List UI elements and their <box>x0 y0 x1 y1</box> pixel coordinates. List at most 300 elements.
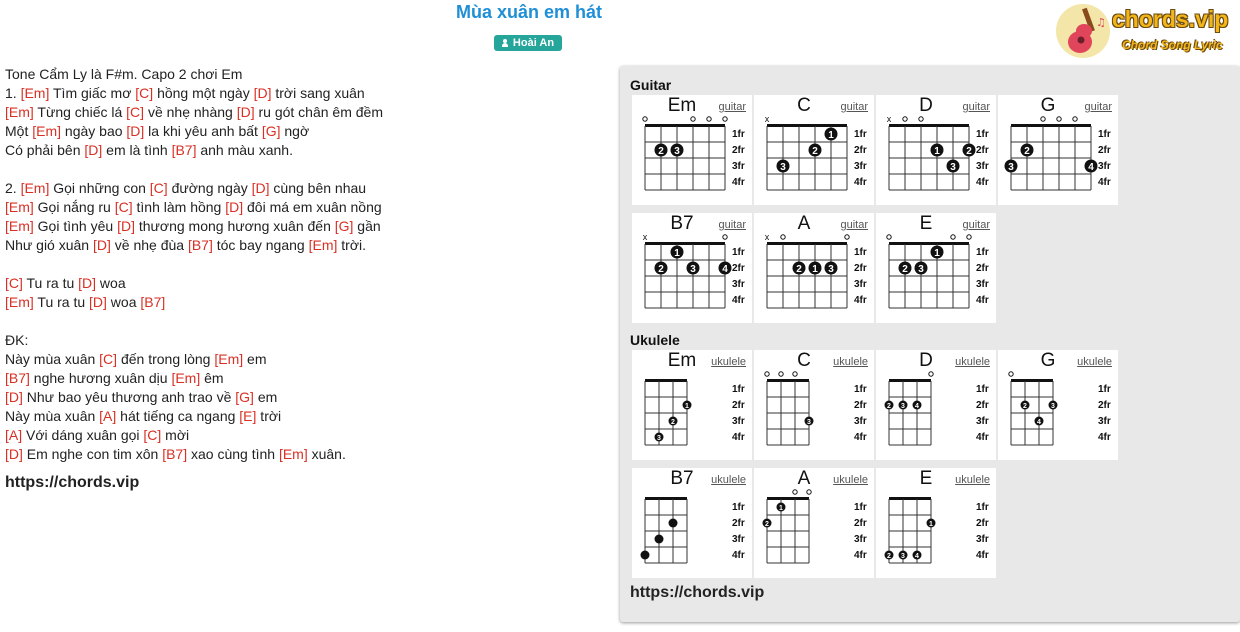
lyric-text: về nhẹ nhàng <box>144 104 237 120</box>
finger-number: 3 <box>901 553 905 560</box>
finger-number: 2 <box>1023 403 1027 410</box>
lyric-text: em <box>253 389 278 405</box>
fret-label: 2fr <box>976 263 989 274</box>
finger-number: 2 <box>887 403 891 410</box>
fret-label: 3fr <box>854 279 867 290</box>
chord-diagram <box>632 468 752 578</box>
fret-label: 3fr <box>976 416 989 427</box>
lyric-text: thương mong hương xuân đến <box>134 218 335 234</box>
lyric-text: la khi yêu anh bất <box>144 123 262 139</box>
lyric-text: Một <box>5 123 33 139</box>
open-string-marker <box>1009 372 1013 376</box>
chord-diagram <box>754 95 874 205</box>
lyric-line <box>5 160 605 179</box>
guitar-link[interactable]: guitar <box>1084 101 1112 113</box>
lyric-text: woa <box>96 275 126 291</box>
lyric-text: tóc bay ngang <box>212 237 309 253</box>
fret-label: 1fr <box>976 384 989 395</box>
finger-number: 3 <box>950 162 956 173</box>
lyric-text: Với dáng xuân gọi <box>22 427 144 443</box>
open-string-marker <box>919 117 923 121</box>
open-string-marker <box>845 235 849 239</box>
chord-link[interactable]: [D] <box>236 104 255 120</box>
finger-number: 2 <box>765 521 769 528</box>
guitar-chord-card[interactable] <box>632 95 752 205</box>
muted-string-marker: x <box>764 114 770 124</box>
lyric-line <box>5 236 605 255</box>
author-badge[interactable] <box>494 35 562 51</box>
open-string-marker <box>723 117 727 121</box>
fret-label: 1fr <box>976 502 989 513</box>
chord-diagram <box>754 350 874 460</box>
fret-label: 3fr <box>732 161 745 172</box>
open-string-marker <box>707 117 711 121</box>
chord-link[interactable]: [Em] <box>32 123 62 139</box>
lyric-text: em <box>243 351 267 367</box>
fret-label: 3fr <box>976 534 989 545</box>
guitar-link[interactable]: guitar <box>718 101 746 113</box>
site-logo[interactable] <box>1052 2 1238 60</box>
lyric-line <box>5 407 605 426</box>
fret-label: 1fr <box>976 247 989 258</box>
nut <box>645 497 687 500</box>
chord-diagram <box>632 350 752 460</box>
fret-label: 2fr <box>1098 145 1111 156</box>
guitar-link[interactable]: guitar <box>718 219 746 231</box>
lyric-line <box>5 350 605 369</box>
chord-link[interactable]: [B7] <box>140 294 166 310</box>
chord-link[interactable]: [D] <box>225 199 244 215</box>
lyric-text: xao cùng tình <box>187 446 279 462</box>
lyric-line <box>5 217 605 236</box>
chord-link[interactable]: [Em] <box>5 294 34 310</box>
chord-link[interactable]: [Em] <box>171 370 201 386</box>
chord-name: B7 <box>670 213 694 234</box>
finger-number: 2 <box>658 146 664 157</box>
fret-label: 1fr <box>732 247 745 258</box>
lyric-line <box>5 84 605 103</box>
guitar-link[interactable]: guitar <box>962 101 990 113</box>
chord-link[interactable]: [Em] <box>278 446 308 462</box>
fret-label: 2fr <box>732 400 745 411</box>
lyric-text: Gọi tình yêu <box>33 218 118 234</box>
ukulele-link[interactable]: ukulele <box>955 474 990 486</box>
nut <box>889 497 931 500</box>
finger-number: 2 <box>671 419 675 426</box>
fret-label: 3fr <box>732 534 745 545</box>
fret-label: 4fr <box>732 550 745 561</box>
chord-name: G <box>1040 95 1056 116</box>
chord-link[interactable]: [D] <box>78 275 97 291</box>
lyric-text: trời sang xuân <box>271 85 365 101</box>
ukulele-chord-card[interactable] <box>876 468 996 578</box>
lyric-line <box>5 426 605 445</box>
finger-number: 1 <box>934 146 940 157</box>
chord-link[interactable]: [Em] <box>5 199 34 215</box>
open-string-marker <box>903 117 907 121</box>
finger-number: 1 <box>674 248 680 259</box>
chord-name: D <box>919 95 933 116</box>
chord-link[interactable]: [C] <box>99 351 118 367</box>
guitar-chord-card[interactable] <box>998 95 1118 205</box>
guitar-chord-card[interactable] <box>754 213 874 323</box>
nut <box>1011 124 1091 127</box>
fret-label: 2fr <box>854 518 867 529</box>
chord-link[interactable]: [A] <box>99 408 117 424</box>
fret-label: 1fr <box>976 129 989 140</box>
open-string-marker <box>779 372 783 376</box>
open-string-marker <box>793 490 797 494</box>
chord-link[interactable]: [G] <box>261 123 281 139</box>
nut <box>645 124 725 127</box>
guitar-heading: Guitar <box>630 77 672 93</box>
chord-link[interactable]: [E] <box>239 408 257 424</box>
fret-label: 4fr <box>976 177 989 188</box>
logo-brand-text: chords.vip <box>1112 6 1229 32</box>
lyric-text: hồng một ngày <box>153 85 254 101</box>
finger-number: 3 <box>1008 162 1014 173</box>
fret-label: 3fr <box>976 161 989 172</box>
finger-number: 3 <box>657 435 661 442</box>
lyric-text: đường ngày <box>167 180 252 196</box>
finger-number: 1 <box>934 248 940 259</box>
lyric-text: em là tình <box>102 142 172 158</box>
chord-link[interactable]: [Em] <box>308 237 338 253</box>
finger-number: 3 <box>780 162 786 173</box>
open-string-marker <box>723 235 727 239</box>
lyric-text: woa <box>106 294 141 310</box>
lyric-text: Tìm giấc mơ <box>49 85 136 101</box>
lyric-text: trời <box>256 408 282 424</box>
lyric-line <box>5 122 605 141</box>
lyric-text: Gọi những con <box>49 180 150 196</box>
fret-label: 2fr <box>976 518 989 529</box>
lyric-text: nghe hương xuân dịu <box>29 370 172 386</box>
panel-site-url[interactable]: https://chords.vip <box>630 584 765 601</box>
lyric-line <box>5 141 605 160</box>
chord-link[interactable]: [D] <box>5 389 23 405</box>
fret-label: 4fr <box>854 432 867 443</box>
nut <box>889 124 969 127</box>
finger-number: 3 <box>690 264 696 275</box>
fret-label: 2fr <box>732 145 745 156</box>
lyric-line <box>5 312 605 331</box>
finger-number: 3 <box>1051 403 1055 410</box>
nut <box>767 124 847 127</box>
lyric-text: xuân. <box>307 446 346 462</box>
chord-link[interactable]: [C] <box>5 275 23 291</box>
logo-tagline: Chord Song Lyric <box>1122 38 1223 52</box>
ukulele-link[interactable]: ukulele <box>1077 356 1112 368</box>
fret-label: 3fr <box>1098 161 1111 172</box>
chord-link[interactable]: [D] <box>92 237 111 253</box>
ukulele-heading: Ukulele <box>630 332 680 348</box>
guitar-link[interactable]: guitar <box>840 219 868 231</box>
lyric-text: ngờ <box>280 123 310 139</box>
fret-label: 4fr <box>976 432 989 443</box>
guitar-chord-card[interactable] <box>754 95 874 205</box>
chord-link[interactable]: [C] <box>126 104 145 120</box>
chord-link[interactable]: [Em] <box>214 351 244 367</box>
fret-label: 1fr <box>854 129 867 140</box>
chord-diagram <box>876 468 996 578</box>
fret-label: 4fr <box>854 550 867 561</box>
chord-link[interactable]: [D] <box>89 294 107 310</box>
finger-number: 3 <box>901 403 905 410</box>
lyric-line <box>5 445 605 464</box>
finger-number: 2 <box>812 146 818 157</box>
lyric-text: đôi má em xuân nồng <box>243 199 382 215</box>
ukulele-chord-card[interactable] <box>998 350 1118 460</box>
guitar-logo-icon <box>1056 4 1110 58</box>
chord-diagram <box>754 213 874 323</box>
finger-number: 3 <box>828 264 834 275</box>
fret-label: 2fr <box>732 518 745 529</box>
fret-label: 4fr <box>732 295 745 306</box>
fret-label: 2fr <box>854 400 867 411</box>
fret-label: 4fr <box>976 295 989 306</box>
lyric-text: ngày bao <box>61 123 127 139</box>
lyric-line <box>5 65 605 84</box>
chord-link[interactable]: [B7] <box>5 370 30 386</box>
fret-label: 4fr <box>854 177 867 188</box>
chord-link[interactable]: [C] <box>143 427 162 443</box>
fret-label: 2fr <box>976 145 989 156</box>
ukulele-link[interactable]: ukulele <box>711 356 746 368</box>
finger-dot <box>641 551 650 560</box>
finger-number: 4 <box>1037 419 1041 426</box>
open-string-marker <box>887 235 891 239</box>
fret-label: 4fr <box>1098 177 1111 188</box>
chord-diagram <box>998 95 1118 205</box>
song-title: Mùa xuân em hát <box>455 2 603 22</box>
fret-label: 3fr <box>732 279 745 290</box>
finger-number: 1 <box>929 521 933 528</box>
fret-label: 2fr <box>732 263 745 274</box>
fret-label: 2fr <box>976 400 989 411</box>
finger-number: 2 <box>796 264 802 275</box>
lyric-text: hát tiếng ca ngang <box>116 408 240 424</box>
lyric-line <box>5 274 605 293</box>
guitar-link[interactable]: guitar <box>840 101 868 113</box>
lyric-line <box>5 255 605 274</box>
chord-link[interactable]: [D] <box>117 218 135 234</box>
lyric-line <box>5 179 605 198</box>
finger-number: 1 <box>779 505 783 512</box>
finger-dot <box>669 519 678 528</box>
fret-label: 2fr <box>1098 400 1111 411</box>
nut <box>767 497 809 500</box>
lyric-text: Em nghe con tim xôn <box>22 446 163 462</box>
chord-diagram <box>998 350 1118 460</box>
fret-label: 4fr <box>732 177 745 188</box>
chord-link[interactable]: [Em] <box>20 180 50 196</box>
lyric-text: Gọi nắng ru <box>33 199 115 215</box>
chord-name: B7 <box>670 468 694 489</box>
finger-number: 2 <box>966 146 972 157</box>
nut <box>767 242 847 245</box>
lyric-text: Này mùa xuân <box>5 351 100 367</box>
fret-label: 1fr <box>732 129 745 140</box>
lyric-text: Tu ra tu <box>22 275 79 291</box>
chord-link[interactable]: [D] <box>5 446 23 462</box>
lyric-line <box>5 198 605 217</box>
lyric-text: ĐK: <box>5 332 29 348</box>
open-string-marker <box>691 117 695 121</box>
finger-number: 3 <box>674 146 680 157</box>
ukulele-chord-card[interactable] <box>876 350 996 460</box>
finger-number: 3 <box>918 264 924 275</box>
lyric-text: mời <box>161 427 190 443</box>
finger-number: 2 <box>658 264 664 275</box>
open-string-marker <box>967 235 971 239</box>
lyric-text: Có phải bên <box>5 142 85 158</box>
nut <box>889 379 931 382</box>
chord-name: Em <box>667 95 697 116</box>
nut <box>1011 379 1053 382</box>
guitar-link[interactable]: guitar <box>962 219 990 231</box>
chord-link[interactable]: [B7] <box>171 142 197 158</box>
ukulele-chord-card[interactable] <box>632 468 752 578</box>
lyric-text: gần <box>353 218 381 234</box>
chord-panel <box>620 66 1240 622</box>
chord-link[interactable]: [C] <box>114 199 133 215</box>
finger-number: 2 <box>902 264 908 275</box>
site-url[interactable]: https://chords.vip <box>5 474 140 491</box>
lyric-text: về nhẹ đùa <box>110 237 188 253</box>
ukulele-link[interactable]: ukulele <box>833 474 868 486</box>
nut <box>889 242 969 245</box>
fret-label: 2fr <box>854 263 867 274</box>
open-string-marker <box>1057 117 1061 121</box>
svg-text:♫: ♫ <box>1096 16 1106 29</box>
finger-number: 4 <box>1088 162 1094 173</box>
finger-number: 4 <box>915 403 919 410</box>
chord-link[interactable]: [C] <box>149 180 168 196</box>
lyric-text: tình làm hồng <box>132 199 226 215</box>
chord-name: E <box>919 213 933 234</box>
fret-label: 3fr <box>976 279 989 290</box>
finger-number: 2 <box>1024 146 1030 157</box>
ukulele-link[interactable]: ukulele <box>833 356 868 368</box>
fret-label: 1fr <box>1098 384 1111 395</box>
muted-string-marker: x <box>886 114 892 124</box>
ukulele-link[interactable]: ukulele <box>711 474 746 486</box>
chord-link[interactable]: [B7] <box>187 237 213 253</box>
open-string-marker <box>1041 117 1045 121</box>
lyric-text: êm <box>200 370 224 386</box>
finger-number: 1 <box>812 264 818 275</box>
fret-label: 3fr <box>854 416 867 427</box>
author-name: Hoài An <box>512 37 555 49</box>
lyric-text: cùng bên nhau <box>269 180 367 196</box>
chord-diagram <box>754 468 874 578</box>
ukulele-chord-card[interactable] <box>754 350 874 460</box>
ukulele-chord-card[interactable] <box>632 350 752 460</box>
finger-number: 3 <box>807 419 811 426</box>
chord-link[interactable]: [C] <box>135 85 154 101</box>
chord-link[interactable]: [Em] <box>5 104 34 120</box>
lyric-line <box>5 103 605 122</box>
finger-number: 4 <box>722 264 728 275</box>
lyric-text: Như gió xuân <box>5 237 93 253</box>
chord-diagram <box>876 213 996 323</box>
chord-link[interactable]: [D] <box>251 180 270 196</box>
chord-link[interactable]: [B7] <box>162 446 188 462</box>
finger-number: 1 <box>828 130 834 141</box>
chord-name: C <box>797 350 811 371</box>
chord-link[interactable]: [D] <box>253 85 272 101</box>
finger-dot <box>655 535 664 544</box>
lyric-text: trời. <box>337 237 366 253</box>
fret-label: 1fr <box>732 502 745 513</box>
nut <box>767 379 809 382</box>
fret-label: 3fr <box>1098 416 1111 427</box>
chord-name: A <box>797 468 811 489</box>
fret-label: 1fr <box>854 502 867 513</box>
chord-diagram <box>876 95 996 205</box>
lyric-text: Tone Cẩm Ly là F#m. Capo 2 chơi Em <box>5 66 243 82</box>
chord-name: A <box>797 213 811 234</box>
lyric-line <box>5 369 605 388</box>
lyric-text: 1. <box>5 85 21 101</box>
fret-label: 3fr <box>854 534 867 545</box>
chord-name: Em <box>667 350 697 371</box>
fret-label: 2fr <box>854 145 867 156</box>
open-string-marker <box>793 372 797 376</box>
lyric-line <box>5 331 605 350</box>
lyric-text: Như bao yêu thương anh trao về <box>22 389 236 405</box>
ukulele-chord-card[interactable] <box>754 468 874 578</box>
chord-link[interactable]: [D] <box>126 123 145 139</box>
ukulele-link[interactable]: ukulele <box>955 356 990 368</box>
chord-name: C <box>797 95 811 116</box>
lyric-text: đến trong lòng <box>117 351 215 367</box>
fret-label: 1fr <box>732 384 745 395</box>
chord-link[interactable]: [D] <box>84 142 103 158</box>
guitar-chord-card[interactable] <box>876 213 996 323</box>
open-string-marker <box>929 372 933 376</box>
chord-name: E <box>919 468 933 489</box>
fret-label: 4fr <box>976 550 989 561</box>
muted-string-marker: x <box>642 232 648 242</box>
chord-diagram <box>876 350 996 460</box>
chord-link[interactable]: [G] <box>334 218 354 234</box>
guitar-chord-card[interactable] <box>632 213 752 323</box>
guitar-chord-card[interactable] <box>876 95 996 205</box>
chord-diagram <box>632 95 752 205</box>
lyric-line <box>5 388 605 407</box>
fret-label: 1fr <box>1098 129 1111 140</box>
lyrics-block <box>5 65 605 492</box>
fret-label: 3fr <box>732 416 745 427</box>
open-string-marker <box>807 490 811 494</box>
open-string-marker <box>643 117 647 121</box>
finger-number: 1 <box>685 403 689 410</box>
chord-link[interactable]: [Em] <box>5 218 34 234</box>
chord-link[interactable]: [Em] <box>20 85 50 101</box>
lyric-text: ru gót chân êm đềm <box>254 104 383 120</box>
fret-label: 4fr <box>1098 432 1111 443</box>
chord-name: G <box>1040 350 1056 371</box>
open-string-marker <box>781 235 785 239</box>
lyric-text: Tu ra tu <box>33 294 90 310</box>
chord-diagram <box>632 213 752 323</box>
chord-link[interactable]: [G] <box>235 389 254 405</box>
open-string-marker <box>1073 117 1077 121</box>
nut <box>645 242 725 245</box>
chord-link[interactable]: [A] <box>5 427 23 443</box>
